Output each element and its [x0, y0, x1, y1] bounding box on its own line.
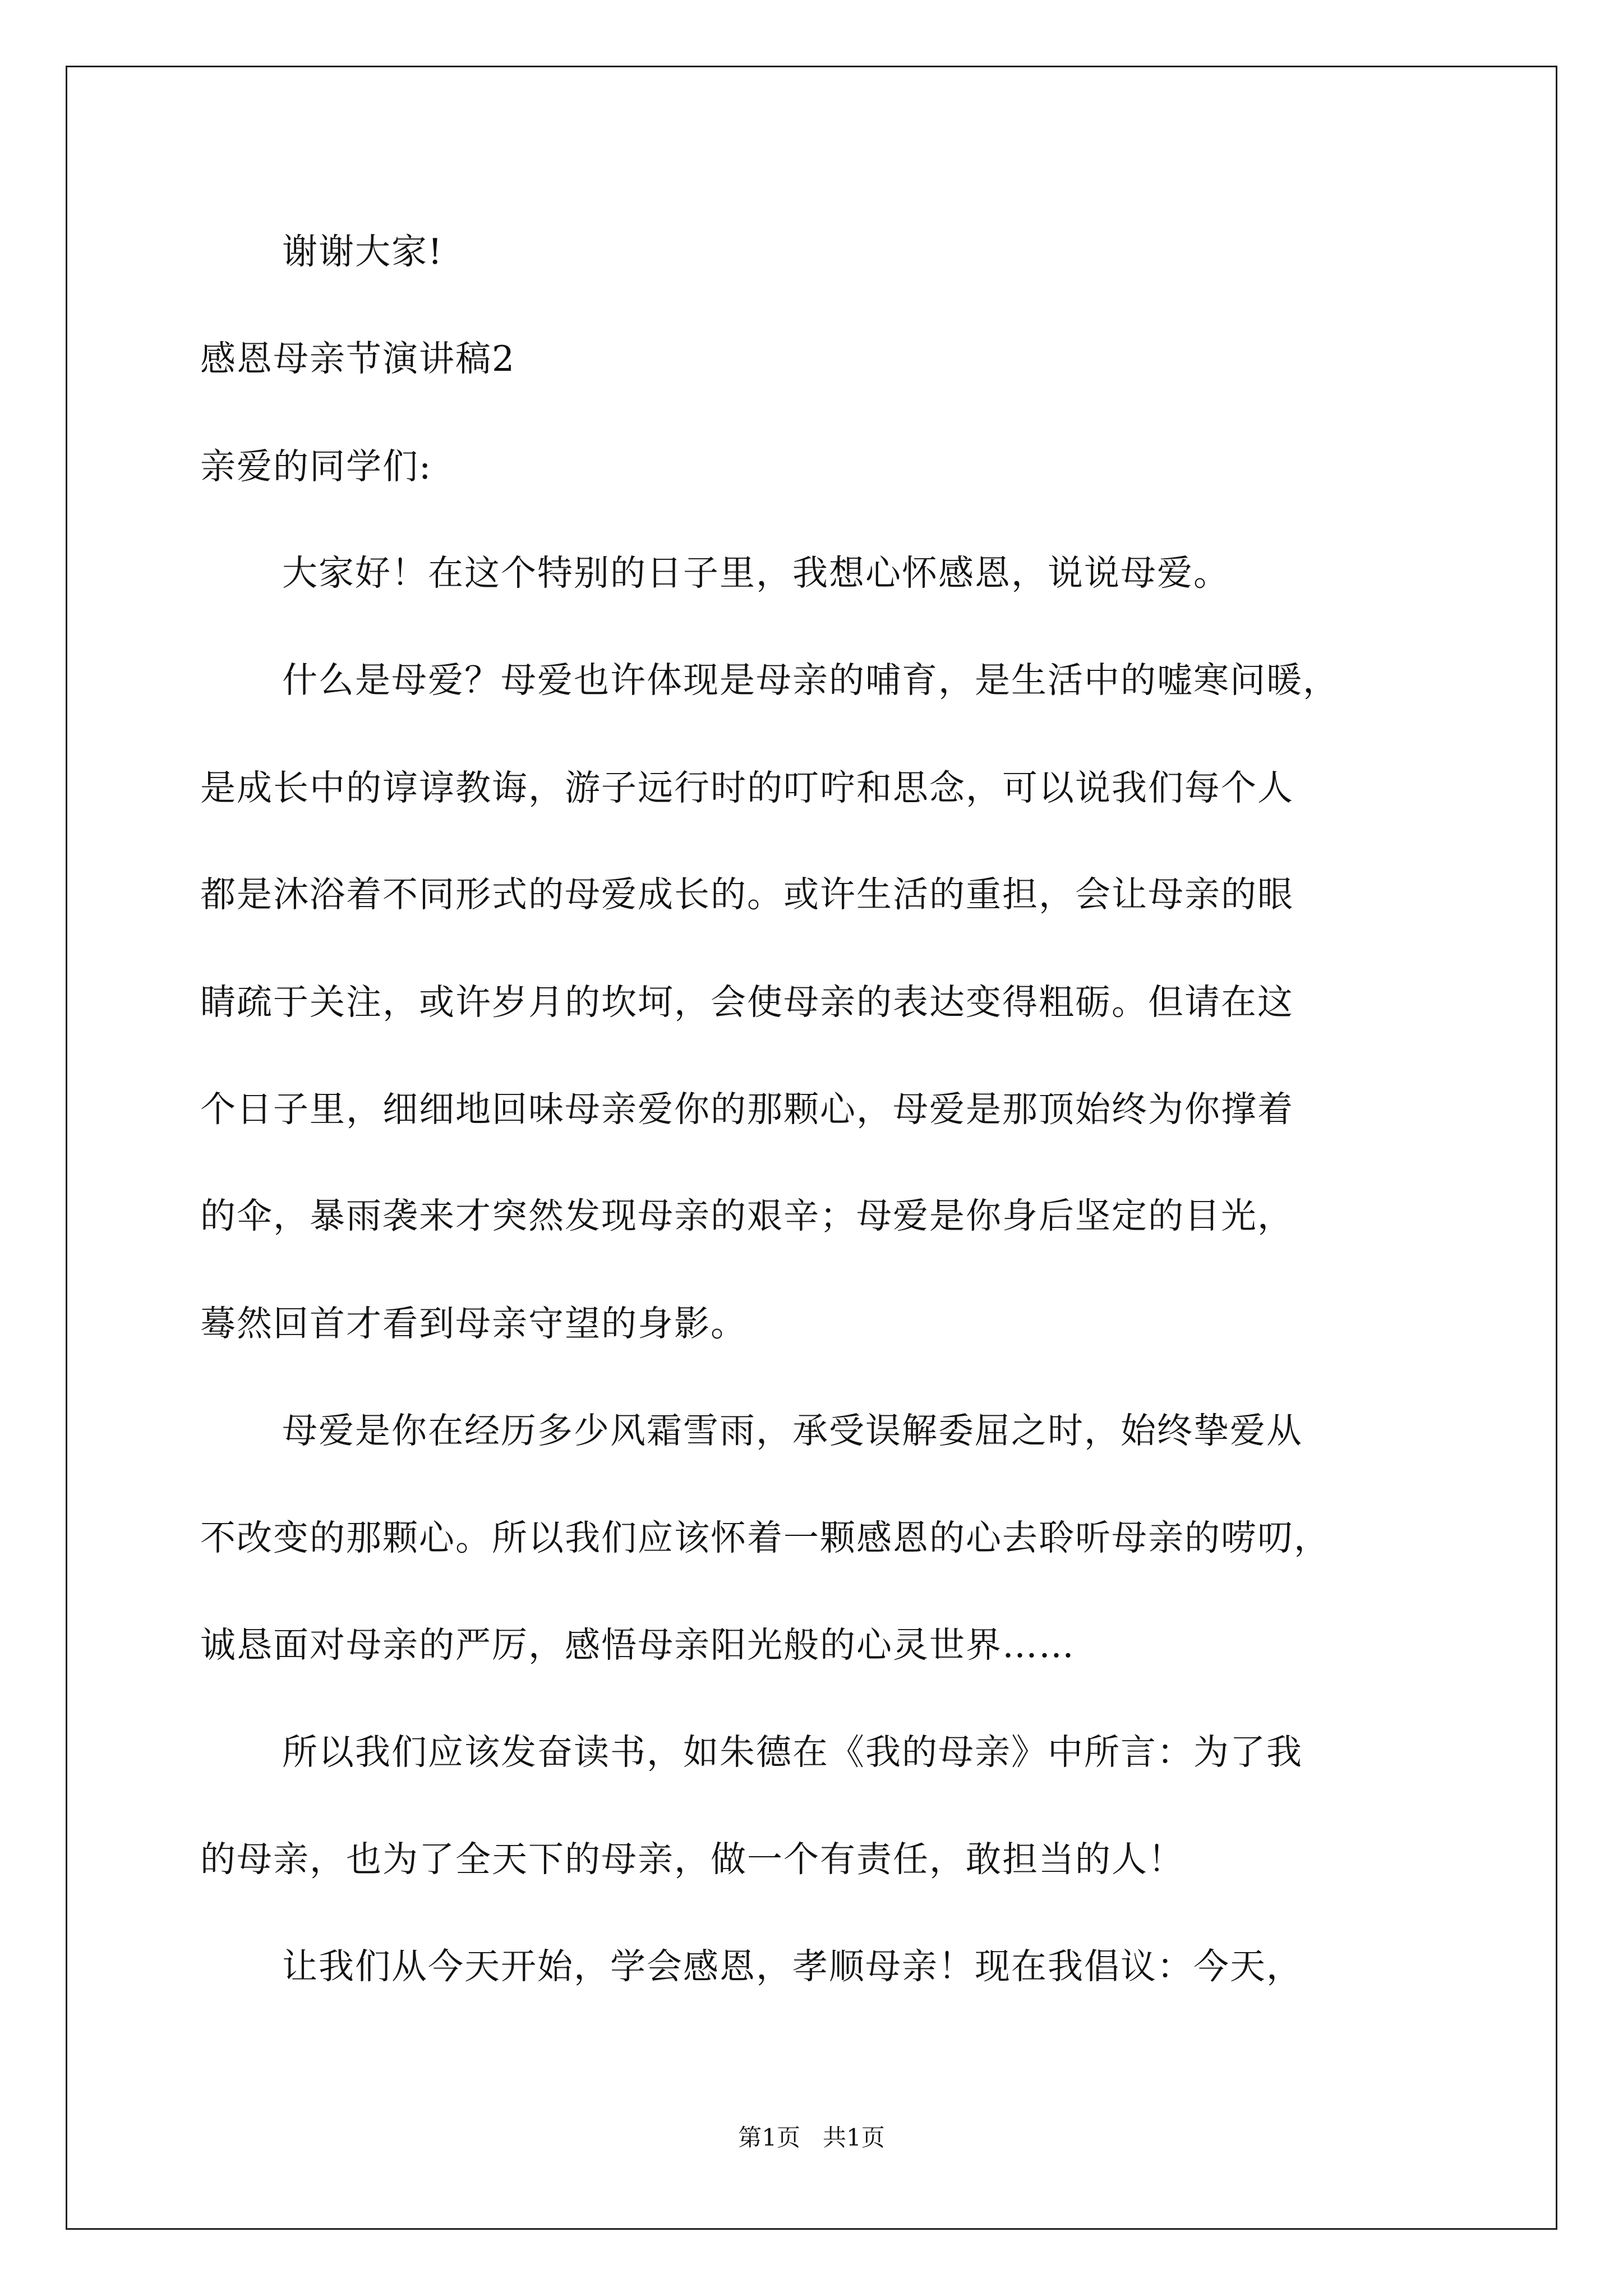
text-line-salutation: 亲爱的同学们: — [200, 446, 432, 487]
text-line: 让我们从今天开始，学会感恩，孝顺母亲！现在我倡议：今天， — [282, 1946, 1303, 1987]
text-line: 大家好！在这个特别的日子里，我想心怀感恩，说说母爱。 — [282, 553, 1230, 593]
page-border — [66, 66, 1557, 2230]
text-line: 所以我们应该发奋读书，如朱德在《我的母亲》中所言：为了我 — [282, 1732, 1303, 1773]
text-line-closing: 谢谢大家! — [282, 231, 444, 272]
text-line: 母爱是你在经历多少风霜雪雨，承受误解委屈之时，始终挚爱从 — [282, 1410, 1303, 1451]
text-line: 不改变的那颗心。所以我们应该怀着一颗感恩的心去聆听母亲的唠叨， — [200, 1517, 1330, 1558]
text-line: 诚恳面对母亲的严厉，感悟母亲阳光般的心灵世界…… — [200, 1625, 1075, 1665]
section-heading: 感恩母亲节演讲稿2 — [200, 338, 516, 379]
text-line: 的母亲，也为了全天下的母亲，做一个有责任，敢担当的人！ — [200, 1839, 1184, 1880]
text-line: 什么是母爱？母爱也许体现是母亲的哺育，是生活中的嘘寒问暖， — [282, 660, 1339, 701]
text-line: 蓦然回首才看到母亲守望的身影。 — [200, 1303, 747, 1344]
text-line: 的伞，暴雨袭来才突然发现母亲的艰辛；母爱是你身后坚定的目光， — [200, 1195, 1294, 1236]
text-line: 都是沐浴着不同形式的母爱成长的。或许生活的重担，会让母亲的眼 — [200, 874, 1294, 915]
text-line: 个日子里，细细地回味母亲爱你的那颗心，母爱是那顶始终为你撑着 — [200, 1089, 1294, 1130]
text-line: 是成长中的谆谆教诲，游子远行时的叮咛和思念，可以说我们每个人 — [200, 767, 1294, 808]
text-line: 睛疏于关注，或许岁月的坎坷，会使母亲的表达变得粗砺。但请在这 — [200, 982, 1294, 1023]
page-footer: 第1页 共1页 — [738, 2124, 885, 2151]
